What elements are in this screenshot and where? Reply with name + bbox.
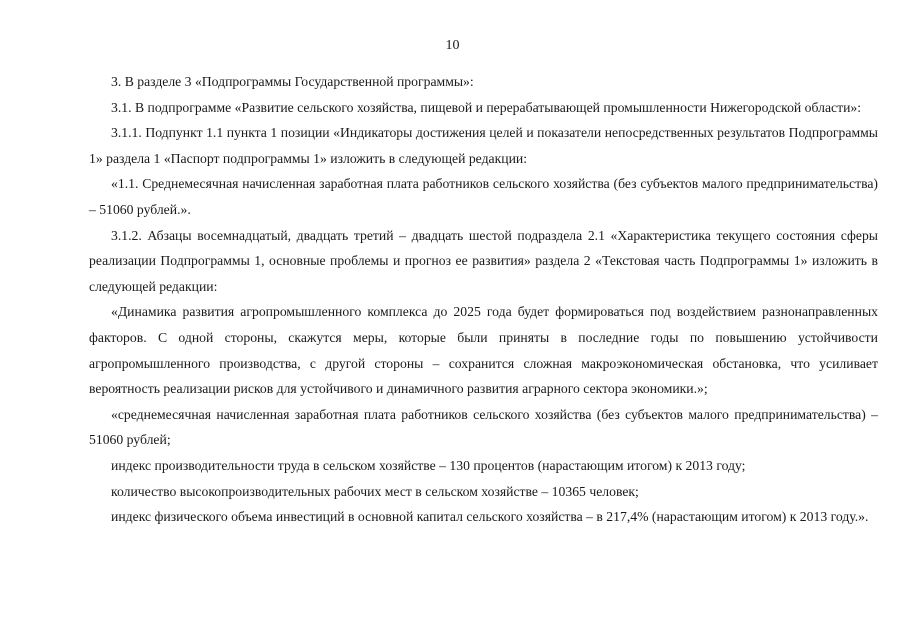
paragraph-quote-dynamics: «Динамика развития агропромышленного комплекса до 2025 года будет формироваться под воздействием разнонаправленных факторов. С одной стороны, скажутся меры, которые были приняты в последние годы по повышению устойчивости агропромышленного производства, с другой стороны – сохранится сложная макроэкономическая обстановка, что усиливает вероятность реализации рисков для устойчивого и динамичного развития аграрного сектора экономики.»; bbox=[89, 304, 878, 397]
paragraph-labor-productivity: индекс производительности труда в сельском хозяйстве – 130 процентов (нарастающим итогом) к 2013 году; bbox=[111, 457, 746, 473]
paragraph-3-1-1: 3.1.1. Подпункт 1.1 пункта 1 позиции «Индикаторы достижения целей и показатели непосредственных результатов Подпрограммы 1» раздела 1 «Паспорт подпрограммы 1» изложить в следующей редакции: bbox=[89, 125, 878, 166]
paragraph-quote-salary: «среднемесячная начисленная заработная плата работников сельского хозяйства (без субъектов малого предпринимательства) – 51060 рублей; bbox=[89, 406, 878, 448]
document-body bbox=[89, 69, 878, 530]
paragraph-investment-index: индекс физического объема инвестиций в основной капитал сельского хозяйства – в 217,4% (нарастающим итогом) к 2013 году.». bbox=[111, 509, 869, 525]
paragraph-high-productivity-jobs: количество высокопроизводительных рабочих мест в сельском хозяйстве – 10365 человек; bbox=[111, 483, 639, 499]
paragraph-quote-1-1: «1.1. Среднемесячная начисленная заработная плата работников сельского хозяйства (без субъектов малого предпринимательства) – 51060 рублей.». bbox=[89, 176, 878, 217]
paragraph-3-1: 3.1. В подпрограмме «Развитие сельского хозяйства, пищевой и перерабатывающей промышленности Нижегородской области»: bbox=[111, 99, 862, 115]
page-number: 10 bbox=[445, 38, 460, 53]
paragraph-3-1-2: 3.1.2. Абзацы восемнадцатый, двадцать третий – двадцать шестой подраздела 2.1 «Характеристика текущего состояния сферы реализации Подпрограммы 1, основные проблемы и прогноз ее развития» раздела 2 «Текстовая часть Подпрограммы 1» изложить в следующей редакции: bbox=[89, 227, 878, 294]
paragraph-section-3: 3. В разделе 3 «Подпрограммы Государственной программы»: bbox=[111, 74, 474, 89]
